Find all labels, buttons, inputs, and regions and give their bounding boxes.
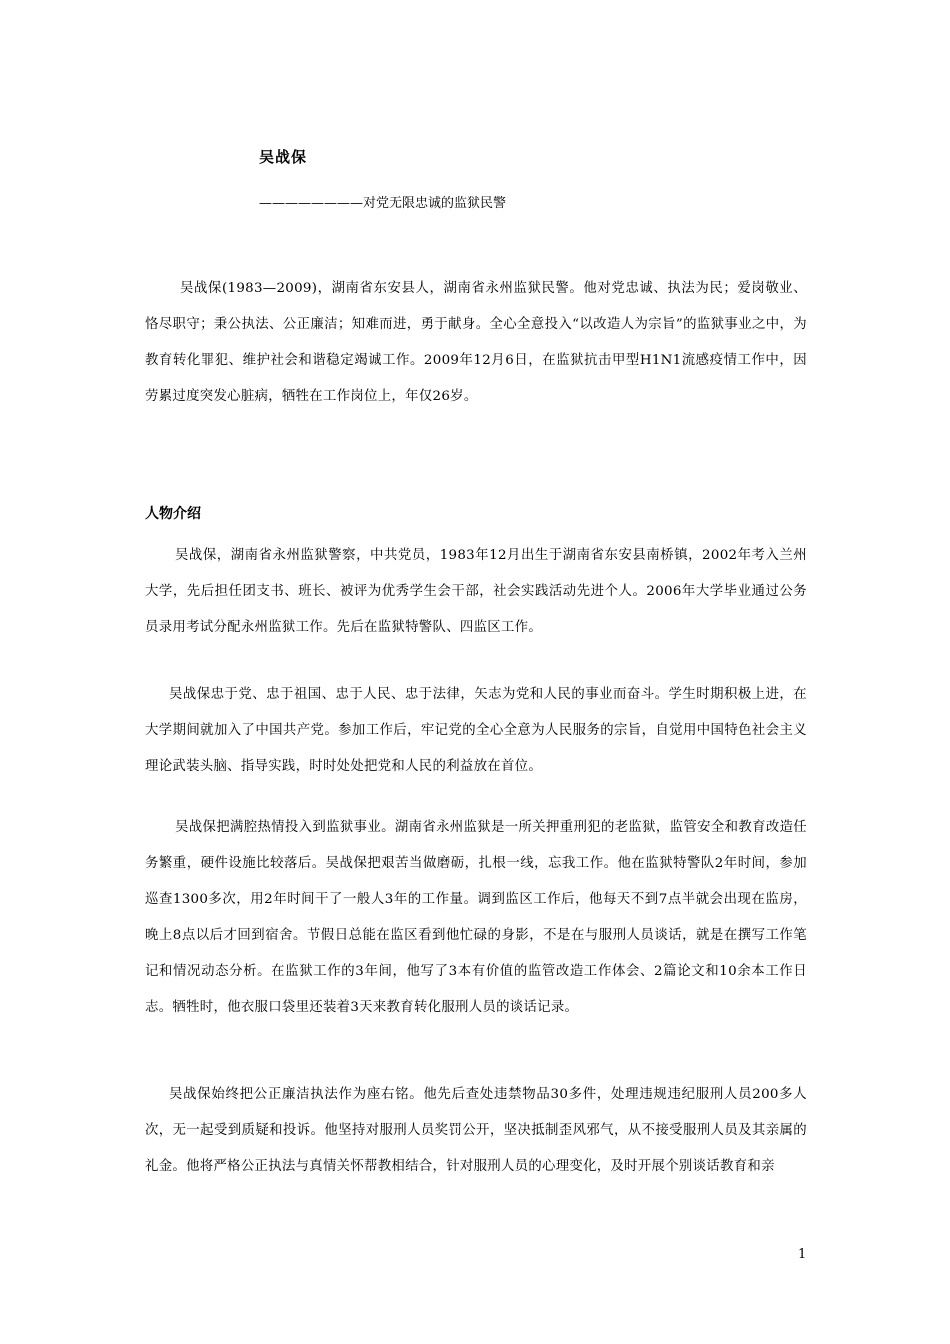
- section-heading: 人物介绍: [145, 506, 201, 522]
- summary-paragraph: 吴战保(1983—2009)，湖南省东安县人，湖南省永州监狱民警。他对党忠诚、执法为民；爱岗敬业、恪尽职守；秉公执法、公正廉洁；知难而进，勇于献身。全心全意投入“以改造人为宗旨”的监狱事业之中，为教育转化罪犯、维护社会和谐稳定竭诚工作。2009年12月6日，在监狱抗击甲型H1N1流感疫情工作中，因劳累过度突发心脏病，牺牲在工作岗位上，年仅26岁。: [145, 281, 807, 404]
- document-subtitle: ————————对党无限忠诚的监狱民警: [259, 196, 507, 211]
- page-number: 1: [798, 1247, 807, 1262]
- body-paragraph-4: 吴战保始终把公正廉洁执法作为座右铭。他先后查处违禁物品30多件，处理违规违纪服刑人员200多人次，无一起受到质疑和投诉。他坚持对服刑人员奖罚公开，坚决抵制歪风邪气，从不接受服刑人员及其亲属的礼金。他将严格公正执法与真情关怀帮教相结合，针对服刑人员的心理变化，及时开展个别谈话教育和亲: [145, 1087, 807, 1174]
- document-title: 吴战保: [259, 148, 308, 166]
- body-paragraph-1: 吴战保，湖南省永州监狱警察，中共党员，1983年12月出生于湖南省东安县南桥镇，2002年考入兰州大学，先后担任团支书、班长、被评为优秀学生会干部，社会实践活动先进个人。2006年大学毕业通过公务员录用考试分配永州监狱工作。先后在监狱特警队、四监区工作。: [145, 548, 807, 635]
- body-paragraph-2: 吴战保忠于党、忠于祖国、忠于人民、忠于法律，矢志为党和人民的事业而奋斗。学生时期积极上进，在大学期间就加入了中国共产党。参加工作后，牢记党的全心全意为人民服务的宗旨，自觉用中国特色社会主义理论武装头脑、指导实践，时时处处把党和人民的利益放在首位。: [145, 687, 807, 774]
- body-paragraph-3: 吴战保把满腔热情投入到监狱事业。湖南省永州监狱是一所关押重刑犯的老监狱，监管安全和教育改造任务繁重，硬件设施比较落后。吴战保把艰苦当做磨砺，扎根一线，忘我工作。他在监狱特警队2年时间，参加巡查1300多次，用2年时间干了一般人3年的工作量。调到监区工作后，他每天不到7点半就会出现在监房，晚上8点以后才回到宿舍。节假日总能在监区看到他忙碌的身影，不是在与服刑人员谈话，就是在撰写工作笔记和情况动态分析。在监狱工作的3年间，他写了3本有价值的监管改造工作体会、2篇论文和10余本工作日志。牺牲时，他衣服口袋里还装着3天来教育转化服刑人员的谈话记录。: [145, 820, 807, 1015]
